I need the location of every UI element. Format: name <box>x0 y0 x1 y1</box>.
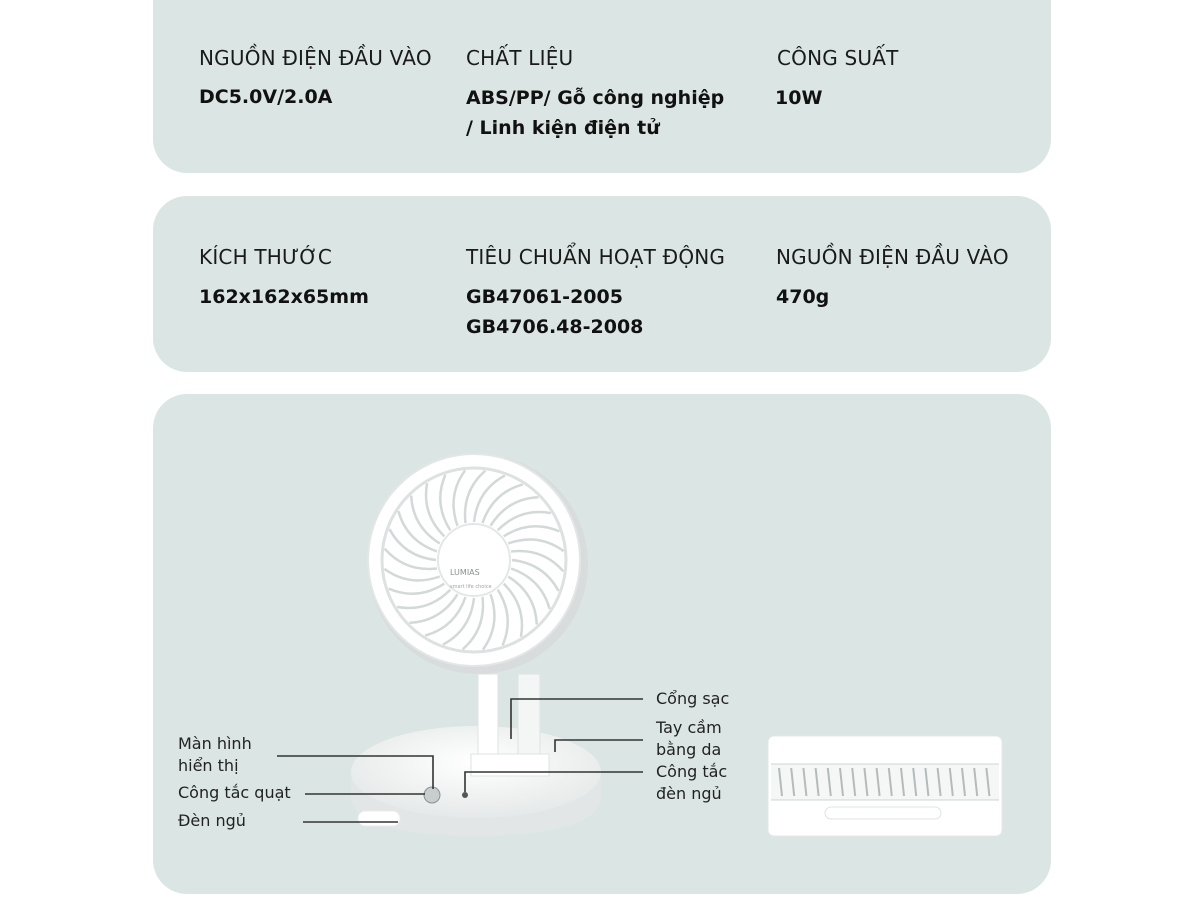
fan-stand <box>471 674 549 776</box>
spec-value-standard-line2: GB4706.48-2008 <box>466 316 644 338</box>
spec-label-size: KÍCH THƯỚC <box>199 245 333 269</box>
label-charge-port: Cổng sạc <box>656 689 730 708</box>
spec-value-material-line2: / Linh kiện điện tử <box>466 117 660 139</box>
spec-label-wattage: CÔNG SUẤT <box>777 46 899 70</box>
spec-value-power-input: DC5.0V/2.0A <box>199 86 333 108</box>
spec-card-1 <box>153 0 1051 173</box>
light-switch-button <box>462 792 468 798</box>
brand-logo: LUMIAS <box>450 568 480 577</box>
spec-label-weight: NGUỒN ĐIỆN ĐẦU VÀO <box>776 245 1009 269</box>
spec-value-standard-line1: GB47061-2005 <box>466 286 623 308</box>
spec-value-weight: 470g <box>776 286 830 308</box>
product-illustration <box>153 394 1051 894</box>
label-light-switch-line1: Công tắc <box>656 762 728 781</box>
spec-value-wattage: 10W <box>775 87 823 109</box>
night-light-strip <box>358 811 400 826</box>
label-light-switch-line2: đèn ngủ <box>656 784 722 803</box>
spec-value-material-line1: ABS/PP/ Gỗ công nghiệp <box>466 87 725 109</box>
spec-card-2 <box>153 196 1051 372</box>
spec-label-power-input: NGUỒN ĐIỆN ĐẦU VÀO <box>199 46 432 70</box>
label-fan-switch: Công tắc quạt <box>178 783 291 802</box>
folded-fan-image <box>768 736 1002 836</box>
label-handle-line2: bằng da <box>656 740 722 759</box>
spec-value-size: 162x162x65mm <box>199 286 369 308</box>
fan-base <box>351 726 601 836</box>
label-screen-line1: Màn hình <box>178 734 252 753</box>
fan-head <box>368 454 588 674</box>
brand-tagline: smart life choice <box>450 584 492 590</box>
spec-label-material: CHẤT LIỆU <box>466 46 574 70</box>
spec-label-standard: TIÊU CHUẨN HOẠT ĐỘNG <box>466 245 726 269</box>
fan-switch-button <box>424 787 440 803</box>
product-diagram-card <box>153 394 1051 894</box>
label-screen-line2: hiển thị <box>178 756 239 775</box>
label-night-light: Đèn ngủ <box>178 811 246 830</box>
label-handle-line1: Tay cầm <box>656 718 722 737</box>
